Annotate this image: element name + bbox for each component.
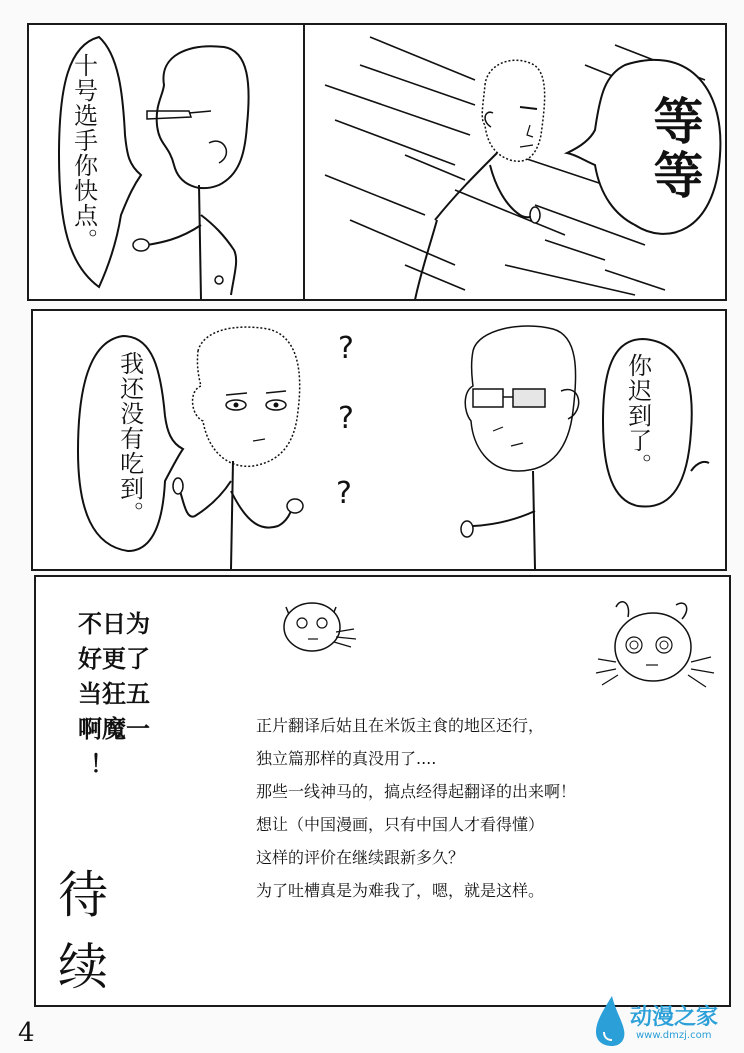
note-line-2: 独立篇那样的真没用了.... <box>256 749 437 768</box>
page-number: 4 <box>18 1018 35 1048</box>
speech-text-hurry: 十号选手你快点。 <box>69 53 98 253</box>
speech-text-not-eaten: 我还没有吃到。 <box>115 351 144 526</box>
panel-1 <box>27 23 307 301</box>
watermark-url: www.dmzj.com <box>636 1030 712 1041</box>
panel-3 <box>31 309 727 571</box>
speech-text-late: 你迟到了。 <box>623 353 652 478</box>
note-line-1: 正片翻译后姑且在米饭主食的地区还行， <box>256 716 545 735</box>
panel-4 <box>34 575 731 1007</box>
speech-text-wait: 等等 <box>645 95 704 203</box>
panel-2 <box>303 23 727 301</box>
question-mark-1: ? <box>338 331 354 366</box>
note-column-1 <box>78 607 150 782</box>
note-row-1: 不日为 <box>78 610 150 638</box>
to-be-continued-1: 待 <box>58 866 108 924</box>
note-line-4: 想让（中国漫画，只有中国人才看得懂） <box>256 815 545 834</box>
watermark <box>590 992 740 1048</box>
question-mark-2: ? <box>338 401 354 436</box>
note-row-4: 啊魔一 <box>78 715 150 743</box>
to-be-continued-2: 续 <box>58 938 108 996</box>
note-line-3: 那些一线神马的，搞点经得起翻译的出来啊！ <box>256 782 577 801</box>
translator-note <box>256 709 576 907</box>
note-line-6: 为了吐槽真是为难我了，嗯，就是这样。 <box>256 881 545 900</box>
note-row-2: 好更了 <box>78 645 150 673</box>
note-row-3: 当狂五 <box>78 680 150 708</box>
note-row-5: ！ <box>90 750 114 778</box>
droplet-logo-icon <box>590 992 630 1048</box>
question-mark-3: ? <box>336 476 352 511</box>
watermark-brand: 动漫之家 <box>630 1005 719 1030</box>
note-line-5: 这样的评价在继续跟新多久？ <box>256 848 465 867</box>
